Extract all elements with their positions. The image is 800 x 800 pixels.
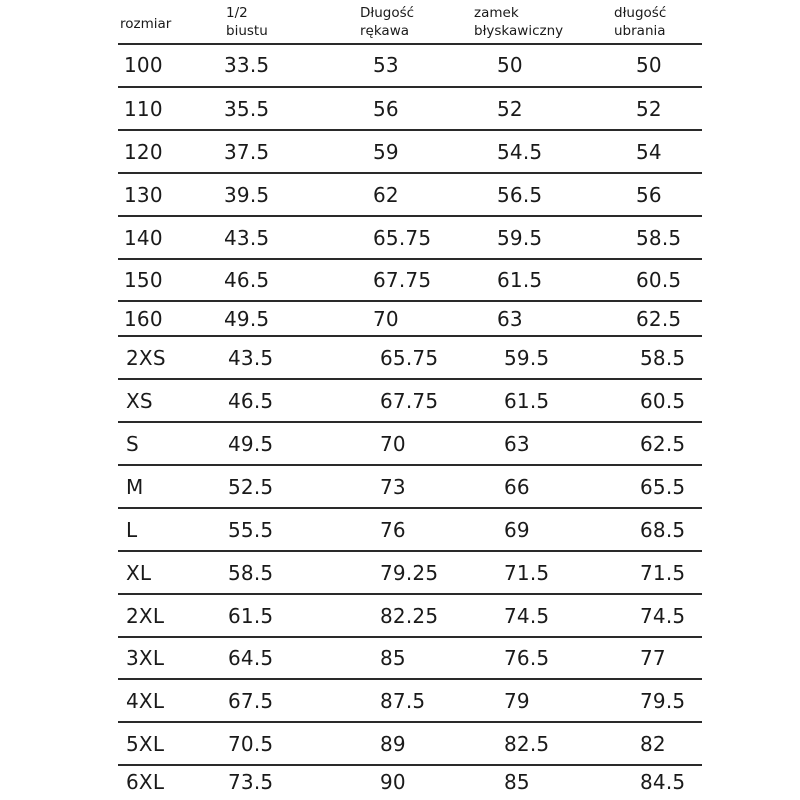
cell-garment-length: 58.5: [636, 225, 682, 250]
table-row: [118, 337, 702, 380]
cell-garment-length: 56: [636, 182, 662, 207]
cell-half-bust: 37.5: [224, 139, 270, 164]
cell-garment-length: 62.5: [640, 431, 686, 456]
header-size-line: rozmiar: [120, 15, 172, 32]
cell-half-bust: 70.5: [228, 731, 274, 756]
cell-zipper: 59.5: [504, 345, 550, 370]
cell-garment-length: 68.5: [640, 517, 686, 542]
cell-half-bust: 43.5: [224, 225, 270, 250]
cell-garment-length: 71.5: [640, 560, 686, 585]
cell-garment-length: 62.5: [636, 306, 682, 331]
table-row: [118, 88, 702, 131]
cell-garment-length: 79.5: [640, 688, 686, 713]
header-half-bust-line: 1/2: [226, 4, 248, 21]
cell-garment-length: 50: [636, 53, 662, 77]
cell-zipper: 79: [504, 688, 530, 713]
cell-zipper: 82.5: [504, 731, 550, 756]
cell-sleeve-length: 82.25: [380, 603, 439, 628]
cell-size: XL: [126, 560, 152, 585]
cell-size: XS: [126, 388, 153, 413]
cell-size: 5XL: [126, 731, 165, 756]
table-row: [118, 595, 702, 638]
cell-garment-length: 52: [636, 96, 662, 121]
cell-zipper: 76.5: [504, 646, 550, 670]
cell-size: 130: [124, 182, 163, 207]
table-row: [118, 217, 702, 260]
cell-sleeve-length: 85: [380, 646, 406, 670]
cell-sleeve-length: 56: [373, 96, 399, 121]
table-row: [118, 260, 702, 302]
header-sleeve-length-line: rękawa: [360, 22, 410, 39]
cell-zipper: 74.5: [504, 603, 550, 628]
cell-zipper: 59.5: [497, 225, 543, 250]
table-row: [118, 638, 702, 680]
cell-sleeve-length: 70: [373, 306, 399, 331]
cell-zipper: 61.5: [497, 268, 543, 292]
cell-sleeve-length: 62: [373, 182, 399, 207]
header-half-bust-line: biustu: [226, 22, 268, 39]
cell-garment-length: 54: [636, 139, 662, 164]
table-row: [118, 723, 702, 766]
cell-garment-length: 60.5: [640, 388, 686, 413]
cell-half-bust: 33.5: [224, 53, 270, 77]
cell-garment-length: 77: [640, 646, 666, 670]
cell-half-bust: 61.5: [228, 603, 274, 628]
cell-sleeve-length: 90: [380, 770, 406, 794]
cell-zipper: 63: [497, 306, 523, 331]
cell-sleeve-length: 65.75: [380, 345, 439, 370]
cell-zipper: 61.5: [504, 388, 550, 413]
header-zipper-line: zamek: [474, 4, 519, 21]
table-row: [118, 766, 702, 798]
header-sleeve-length: [360, 0, 414, 43]
cell-zipper: 52: [497, 96, 523, 121]
cell-half-bust: 73.5: [228, 770, 274, 794]
cell-size: 4XL: [126, 688, 165, 713]
header-zipper: [474, 0, 563, 43]
cell-half-bust: 46.5: [224, 268, 270, 292]
table-row: [118, 552, 702, 595]
cell-half-bust: 55.5: [228, 517, 274, 542]
table-row: [118, 509, 702, 552]
cell-sleeve-length: 89: [380, 731, 406, 756]
cell-sleeve-length: 76: [380, 517, 406, 542]
cell-half-bust: 52.5: [228, 474, 274, 499]
cell-sleeve-length: 67.75: [380, 388, 439, 413]
table-row: [118, 466, 702, 509]
header-zipper-line: błyskawiczny: [474, 22, 564, 39]
cell-half-bust: 67.5: [228, 688, 274, 713]
cell-half-bust: 49.5: [224, 306, 270, 331]
table-header-row: [118, 0, 702, 45]
cell-sleeve-length: 59: [373, 139, 399, 164]
table-row: [118, 423, 702, 466]
cell-size: L: [126, 517, 138, 542]
cell-zipper: 85: [504, 770, 530, 794]
header-half-bust: [226, 0, 268, 43]
table-row: [118, 131, 702, 174]
header-garment-length-line: długość: [614, 4, 667, 21]
cell-half-bust: 64.5: [228, 646, 274, 670]
cell-size: 100: [124, 53, 163, 77]
cell-sleeve-length: 73: [380, 474, 406, 499]
cell-sleeve-length: 67.75: [373, 268, 432, 292]
cell-half-bust: 46.5: [228, 388, 274, 413]
cell-zipper: 63: [504, 431, 530, 456]
cell-sleeve-length: 65.75: [373, 225, 432, 250]
cell-size: 110: [124, 96, 163, 121]
header-garment-length: [614, 0, 666, 43]
cell-size: 6XL: [126, 770, 165, 794]
cell-half-bust: 39.5: [224, 182, 270, 207]
cell-half-bust: 35.5: [224, 96, 270, 121]
size-chart-table: [118, 0, 702, 800]
table-row: [118, 174, 702, 217]
cell-size: 2XL: [126, 603, 165, 628]
cell-size: 3XL: [126, 646, 165, 670]
table-row: [118, 680, 702, 723]
cell-sleeve-length: 53: [373, 53, 399, 77]
cell-half-bust: 43.5: [228, 345, 274, 370]
header-size: [120, 0, 171, 45]
cell-sleeve-length: 79.25: [380, 560, 439, 585]
cell-size: 2XS: [126, 345, 166, 370]
table-row: [118, 44, 702, 88]
cell-zipper: 56.5: [497, 182, 543, 207]
cell-zipper: 69: [504, 517, 530, 542]
header-sleeve-length-line: Długość: [360, 4, 415, 21]
cell-zipper: 54.5: [497, 139, 543, 164]
cell-size: M: [126, 474, 144, 499]
table-row: [118, 380, 702, 423]
cell-size: 140: [124, 225, 163, 250]
cell-size: S: [126, 431, 139, 456]
cell-zipper: 50: [497, 53, 523, 77]
cell-size: 150: [124, 268, 163, 292]
table-row: [118, 302, 702, 337]
cell-garment-length: 74.5: [640, 603, 686, 628]
cell-garment-length: 58.5: [640, 345, 686, 370]
cell-garment-length: 84.5: [640, 770, 686, 794]
cell-zipper: 71.5: [504, 560, 550, 585]
header-garment-length-line: ubrania: [614, 22, 666, 39]
cell-sleeve-length: 87.5: [380, 688, 426, 713]
cell-half-bust: 58.5: [228, 560, 274, 585]
cell-sleeve-length: 70: [380, 431, 406, 456]
cell-size: 160: [124, 306, 163, 331]
cell-zipper: 66: [504, 474, 530, 499]
cell-half-bust: 49.5: [228, 431, 274, 456]
cell-size: 120: [124, 139, 163, 164]
cell-garment-length: 82: [640, 731, 666, 756]
cell-garment-length: 60.5: [636, 268, 682, 292]
cell-garment-length: 65.5: [640, 474, 686, 499]
